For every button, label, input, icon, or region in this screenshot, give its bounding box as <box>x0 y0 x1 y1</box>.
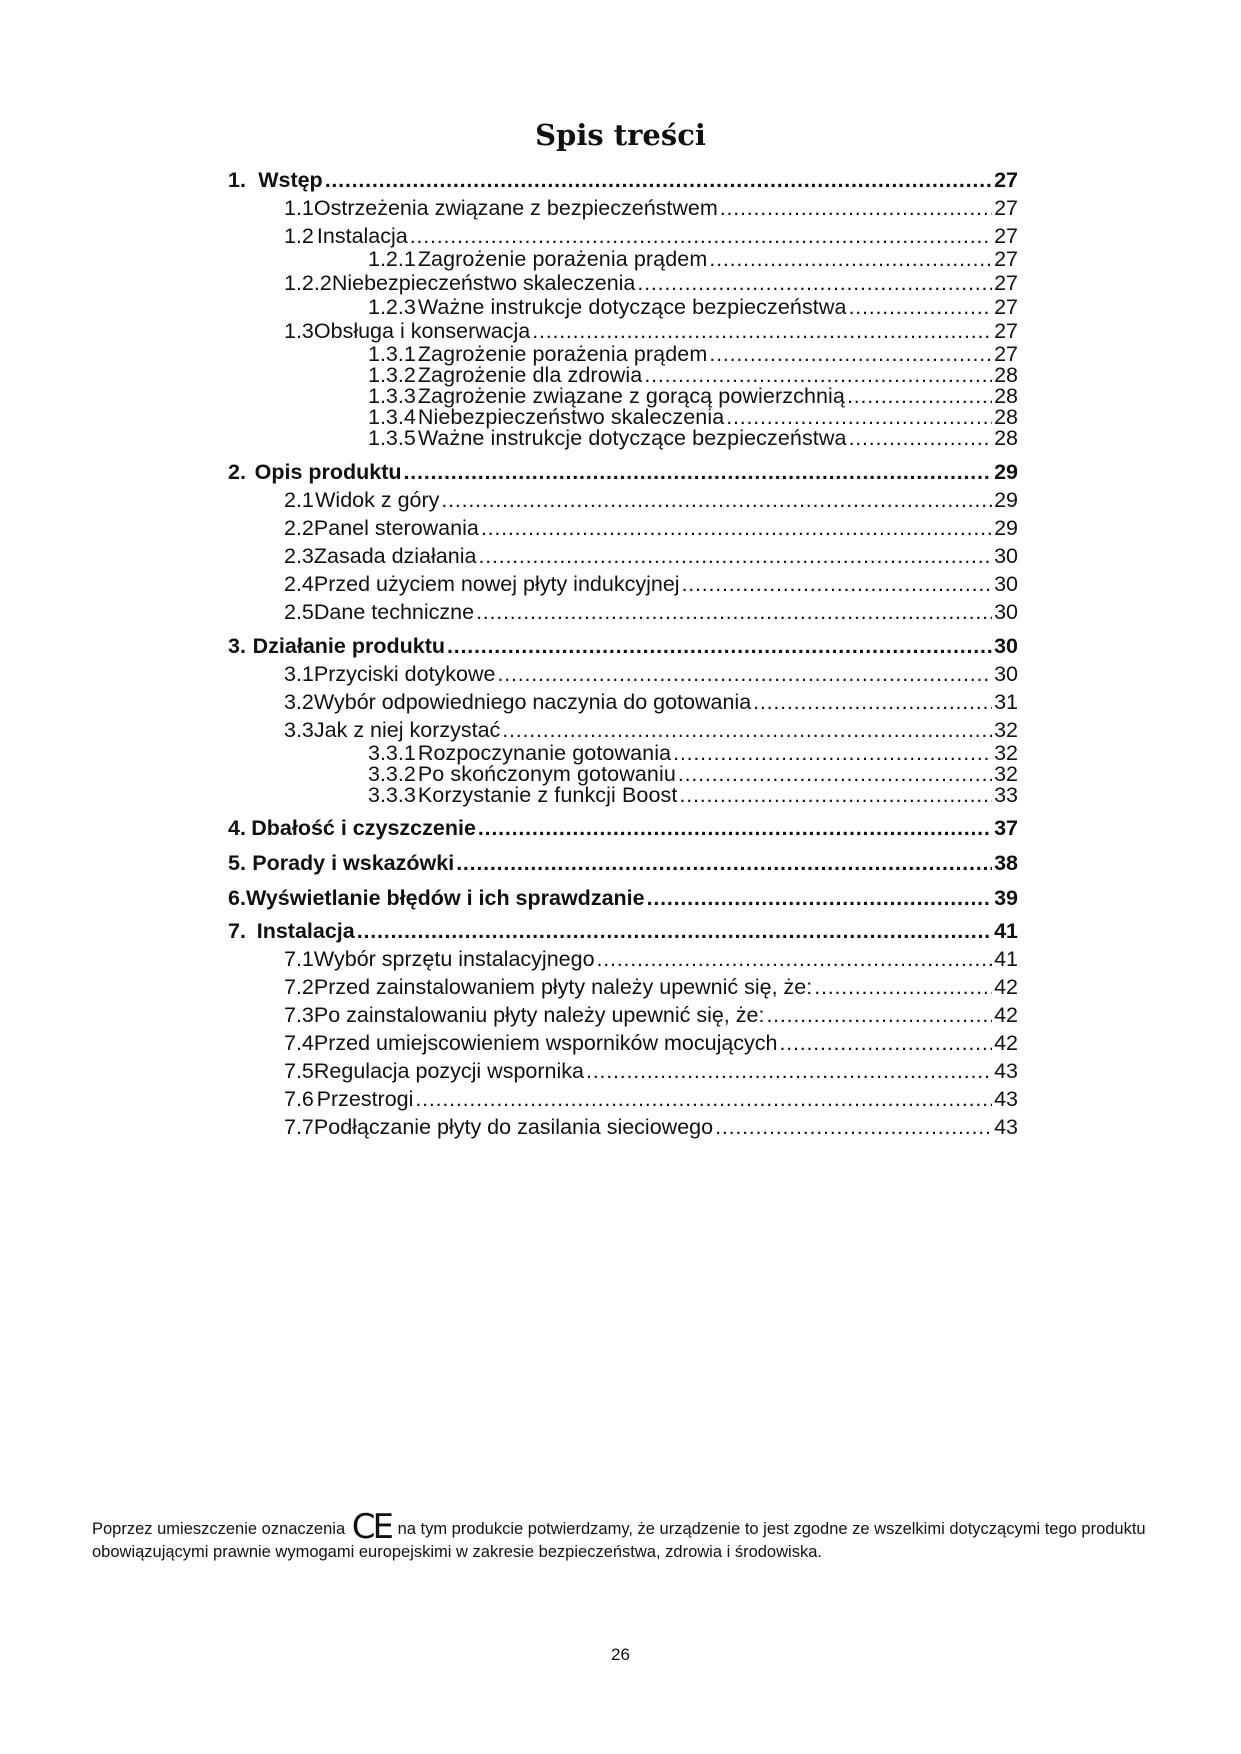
toc-entry-number: 3.2 <box>284 690 314 714</box>
toc-entry[interactable] <box>368 426 1018 451</box>
toc-leader-dots <box>498 662 993 687</box>
toc-entry[interactable] <box>284 516 1018 541</box>
toc-leader-dots <box>682 572 993 597</box>
toc-entry[interactable] <box>284 1059 1018 1084</box>
toc-entry-page: 32 <box>994 762 1018 786</box>
toc-leader-dots <box>502 718 992 743</box>
toc-entry-title: Niebezpieczeństwo skaleczenia <box>331 271 636 295</box>
toc-entry-number: 2.4 <box>284 572 314 596</box>
toc-entry-page: 37 <box>994 816 1018 840</box>
toc-entry[interactable] <box>368 295 1018 320</box>
toc-entry-number: 1.3.5 <box>368 426 416 450</box>
toc-leader-dots <box>715 1115 992 1140</box>
toc-entry-number: 4. <box>228 816 246 840</box>
toc-entry-page: 43 <box>994 1059 1018 1083</box>
toc-entry-page: 31 <box>994 690 1018 714</box>
toc-entry-title: Przed użyciem nowej płyty indukcyjnej <box>313 572 680 596</box>
toc-entry-number: 2.5 <box>284 600 314 624</box>
toc-entry-number: 7.7 <box>284 1115 314 1139</box>
toc-entry-page: 27 <box>994 196 1018 220</box>
toc-entry-number: 3.3.3 <box>368 783 416 807</box>
toc-entry-title: Zagrożenie porażenia prądem <box>417 247 708 271</box>
toc-leader-dots <box>481 516 992 541</box>
toc-entry-title: Przyciski dotykowe <box>313 662 496 686</box>
toc-leader-dots <box>532 319 992 344</box>
toc-entry-title: Działanie produktu <box>252 634 445 658</box>
toc-entry-title: Ostrzeżenia związane z bezpieczeństwem <box>313 196 718 220</box>
toc-entry-title: Obsługa i konserwacja <box>313 319 531 343</box>
toc-entry-title: Instalacja <box>256 919 355 943</box>
toc-entry-page: 32 <box>994 718 1018 742</box>
toc-entry-title: Wyświetlanie błędów i ich sprawdzanie <box>245 886 645 910</box>
toc-entry-number: 7.1 <box>284 947 314 971</box>
toc-entry-page: 29 <box>994 516 1018 540</box>
toc-leader-dots <box>586 1059 992 1084</box>
toc-entry[interactable] <box>284 690 1018 715</box>
toc-entry-title: Po skończonym gotowaniu <box>417 762 676 786</box>
toc-leader-dots <box>456 851 992 876</box>
toc-entry-page: 28 <box>994 426 1018 450</box>
page-number: 26 <box>611 1645 630 1664</box>
toc-entry-number: 2.2 <box>284 516 314 540</box>
toc-entry-page: 39 <box>994 886 1018 910</box>
toc-entry-number: 1. <box>228 168 246 192</box>
toc-entry-title: Rozpoczynanie gotowania <box>417 741 672 765</box>
toc-entry-page: 30 <box>994 600 1018 624</box>
toc-entry-title: Jak z niej korzystać <box>313 718 501 742</box>
toc-entry[interactable] <box>284 718 1018 743</box>
toc-entry-title: Zagrożenie związane z gorącą powierzchnią <box>417 384 845 408</box>
toc-leader-dots <box>410 224 992 249</box>
toc-entry-page: 29 <box>994 460 1018 484</box>
toc-entry-number: 3. <box>228 634 246 658</box>
toc-entry-page: 27 <box>994 342 1018 366</box>
toc-entry-title: Wybór sprzętu instalacyjnego <box>313 947 595 971</box>
toc-entry-page: 41 <box>994 947 1018 971</box>
toc-entry-page: 27 <box>994 319 1018 343</box>
toc-entry-number: 1.1 <box>284 196 314 220</box>
toc-entry-page: 42 <box>994 1031 1018 1055</box>
toc-entry-number: 2. <box>228 460 246 484</box>
toc-entry-title: Przed zainstalowaniem płyty należy upewnić się, że: <box>313 975 813 999</box>
toc-entry[interactable] <box>284 224 1018 249</box>
toc-leader-dots <box>753 690 992 715</box>
toc-leader-dots <box>679 783 992 808</box>
toc-entry-page: 43 <box>994 1115 1018 1139</box>
toc-entry[interactable] <box>228 634 1018 659</box>
toc-entry-title: Zagrożenie dla zdrowia <box>417 363 643 387</box>
toc-entry-number: 3.3 <box>284 718 314 742</box>
toc-entry[interactable] <box>284 488 1018 513</box>
toc-entry-title: Korzystanie z funkcji Boost <box>417 783 678 807</box>
toc-entry-number: 5. <box>228 851 246 875</box>
toc-entry-title: Ważne instrukcje dotyczące bezpieczeństwa <box>417 295 847 319</box>
toc-entry[interactable] <box>228 460 1018 485</box>
toc-leader-dots <box>709 247 992 272</box>
toc-entry-title: Opis produktu <box>254 460 402 484</box>
toc-entry-page: 33 <box>994 783 1018 807</box>
toc-entry-title: Przed umiejscowieniem wsporników mocujących <box>313 1031 778 1055</box>
toc-entry-title: Podłączanie płyty do zasilania sieciowego <box>313 1115 714 1139</box>
toc-entry-title: Przestrogi <box>316 1087 414 1111</box>
toc-entry-page: 27 <box>994 224 1018 248</box>
toc-entry-number: 7.2 <box>284 975 314 999</box>
toc-entry[interactable] <box>284 947 1018 972</box>
toc-entry-title: Dbałość i czyszczenie <box>251 816 476 840</box>
toc-entry-page: 30 <box>994 634 1018 658</box>
toc-entry-page: 28 <box>994 384 1018 408</box>
toc-entry[interactable] <box>284 319 1018 344</box>
toc-entry-title: Niebezpieczeństwo skaleczenia <box>417 405 725 429</box>
toc-leader-dots <box>814 975 992 1000</box>
toc-entry-title: Panel sterowania <box>313 516 479 540</box>
toc-leader-dots <box>476 600 992 625</box>
toc-entry-page: 30 <box>994 544 1018 568</box>
toc-leader-dots <box>415 1087 992 1112</box>
toc-entry[interactable] <box>284 1003 1018 1028</box>
toc-entry-number: 1.3.4 <box>368 405 416 429</box>
toc-entry-page: 28 <box>994 405 1018 429</box>
toc-entry-number: 1.2.3 <box>368 295 416 319</box>
toc-entry-number: 2.1 <box>284 488 314 512</box>
toc-entry[interactable] <box>284 271 1018 296</box>
toc-entry[interactable] <box>228 816 1018 841</box>
toc-entry-number: 1.2.2 <box>284 271 332 295</box>
toc-leader-dots <box>447 634 992 659</box>
toc-entry-number: 7.5 <box>284 1059 314 1083</box>
toc-entry-number: 3.1 <box>284 662 314 686</box>
toc-leader-dots <box>647 886 992 911</box>
toc-entry[interactable] <box>228 919 1018 944</box>
toc-entry-title: Wybór odpowiedniego naczynia do gotowania <box>313 690 752 714</box>
toc-entry-number: 1.3 <box>284 319 314 343</box>
toc-entry-title: Instalacja <box>316 224 408 248</box>
toc-entry-number: 1.2.1 <box>368 247 416 271</box>
toc-leader-dots <box>478 544 992 569</box>
ce-conformity-note <box>92 1507 1162 1564</box>
toc-leader-dots <box>357 919 992 944</box>
toc-entry-title: Zagrożenie porażenia prądem <box>417 342 708 366</box>
toc-entry[interactable] <box>284 975 1018 1000</box>
toc-entry-title: Widok z góry <box>315 488 440 512</box>
toc-leader-dots <box>766 1003 992 1028</box>
toc-entry-number: 6. <box>228 886 246 910</box>
ce-mark-icon: CE <box>351 1507 391 1547</box>
toc-entry-title: Zasada działania <box>313 544 477 568</box>
toc-entry-page: 27 <box>994 168 1018 192</box>
toc-leader-dots <box>780 1031 993 1056</box>
toc-entry-number: 7.6 <box>284 1087 314 1111</box>
toc-leader-dots <box>597 947 993 972</box>
toc-entry[interactable] <box>368 783 1018 808</box>
toc-entry-number: 7.3 <box>284 1003 314 1027</box>
ce-note-before: Poprzez umieszczenie oznaczenia <box>92 1520 346 1538</box>
toc-entry-page: 42 <box>994 1003 1018 1027</box>
toc-entry[interactable] <box>284 572 1018 597</box>
toc-entry-title: Wstęp <box>258 168 323 192</box>
toc-entry-number: 7.4 <box>284 1031 314 1055</box>
toc-leader-dots <box>325 168 992 193</box>
toc-entry-page: 41 <box>994 919 1018 943</box>
toc-entry-title: Porady i wskazówki <box>252 851 455 875</box>
toc-entry-page: 38 <box>994 851 1018 875</box>
toc-entry-number: 1.3.1 <box>368 342 416 366</box>
toc-entry[interactable] <box>284 662 1018 687</box>
toc-leader-dots <box>849 426 993 451</box>
toc-entry-number: 7. <box>228 919 246 943</box>
toc-entry-page: 27 <box>994 295 1018 319</box>
toc-entry-page: 43 <box>994 1087 1018 1111</box>
toc-entry-number: 1.3.2 <box>368 363 416 387</box>
toc-leader-dots <box>849 295 993 320</box>
toc-entry-page: 29 <box>994 488 1018 512</box>
toc-entry-page: 30 <box>994 572 1018 596</box>
page-title: Spis treści <box>535 118 706 152</box>
toc-entry-number: 3.3.2 <box>368 762 416 786</box>
toc-entry-page: 32 <box>994 741 1018 765</box>
toc-entry-title: Regulacja pozycji wspornika <box>313 1059 584 1083</box>
toc-leader-dots <box>478 816 992 841</box>
toc-entry[interactable] <box>228 851 1018 876</box>
toc-entry-page: 42 <box>994 975 1018 999</box>
toc-entry[interactable] <box>284 1115 1018 1140</box>
toc-entry-page: 27 <box>994 271 1018 295</box>
toc-entry-number: 2.3 <box>284 544 314 568</box>
toc-entry-number: 1.3.3 <box>368 384 416 408</box>
toc-leader-dots <box>720 196 992 221</box>
toc-entry[interactable] <box>284 600 1018 625</box>
toc-entry[interactable] <box>228 168 1018 193</box>
toc-entry-page: 30 <box>994 662 1018 686</box>
toc-leader-dots <box>404 460 993 485</box>
toc-entry-page: 27 <box>994 247 1018 271</box>
toc-entry[interactable] <box>284 1031 1018 1056</box>
toc-entry[interactable] <box>284 196 1018 221</box>
ce-note-after: na tym produkcie potwierdzamy, że urządzenie to jest zgodne ze wszelkimi dotyczącymi tego produktu obowiązującymi prawnie wymogami europejskimi w zakresie bezpieczeństwa, zdrowia i środowiska. <box>92 1520 1146 1561</box>
toc-entry[interactable] <box>284 544 1018 569</box>
toc-entry-title: Ważne instrukcje dotyczące bezpieczeństwa <box>417 426 847 450</box>
toc-entry-number: 1.2 <box>284 224 314 248</box>
toc-leader-dots <box>637 271 992 296</box>
toc-entry-title: Po zainstalowaniu płyty należy upewnić się, że: <box>313 1003 765 1027</box>
toc-entry[interactable] <box>228 886 1018 911</box>
toc-entry[interactable] <box>368 247 1018 272</box>
toc-entry-title: Dane techniczne <box>313 600 475 624</box>
toc-entry-page: 28 <box>994 363 1018 387</box>
toc-entry[interactable] <box>284 1087 1018 1112</box>
toc-leader-dots <box>441 488 992 513</box>
toc-entry-number: 3.3.1 <box>368 741 416 765</box>
